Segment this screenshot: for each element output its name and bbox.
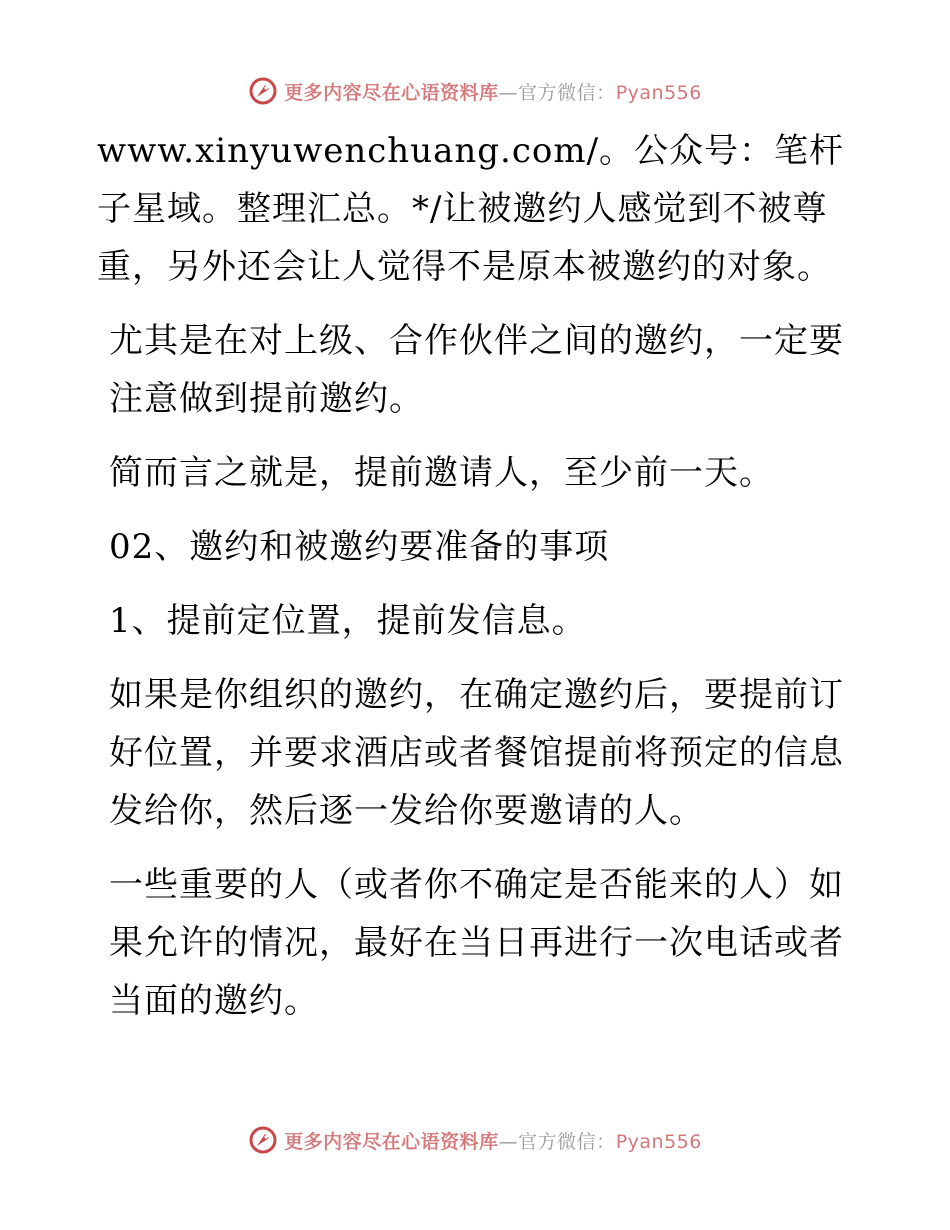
banner-separator: ： xyxy=(596,81,616,104)
header-banner xyxy=(0,73,950,109)
pen-nib-logo-icon xyxy=(248,76,278,106)
paragraph-3: 简而言之就是，提前邀请人，至少前一天。 xyxy=(109,453,774,493)
banner-separator: ： xyxy=(596,1130,616,1153)
footer-banner xyxy=(0,1122,950,1158)
subheading-1: 1、提前定位置，提前发信息。 xyxy=(109,601,587,641)
pen-nib-logo-icon xyxy=(248,1125,278,1155)
paragraph-5: 一些重要的人（或者你不确定是否能来的人）如果允许的情况，最好在当日再进行一次电话或者当面的邀约。 xyxy=(109,865,844,1021)
paragraph-4: 如果是你组织的邀约，在确定邀约后，要提前订好位置，并要求酒店或者餐馆提前将预定的信息发给你，然后逐一发给你要邀请的人。 xyxy=(109,675,844,831)
banner-wechat-label: 官方微信 xyxy=(518,1130,597,1153)
paragraph-2: 尤其是在对上级、合作伙伴之间的邀约，一定要注意做到提前邀约。 xyxy=(109,321,844,419)
banner-site-name: 更多内容尽在心语资料库 xyxy=(284,81,499,104)
banner-text xyxy=(284,1127,702,1154)
banner-wechat-label: 官方微信 xyxy=(518,81,597,104)
paragraph-1: www.xinyuwenchuang.com/。公众号：笔杆子星域。整理汇总。*/让被邀约人感觉到不被尊重，另外还会让人觉得不是原本被邀约的对象。 xyxy=(97,131,845,287)
section-heading-02: 02、邀约和被邀约要准备的事项 xyxy=(109,527,610,567)
banner-dash: — xyxy=(498,1130,519,1153)
banner-dash: — xyxy=(498,81,519,104)
banner-wechat-id: Pyan556 xyxy=(615,1130,702,1153)
document-body xyxy=(97,122,857,1046)
banner-text xyxy=(284,78,702,105)
banner-site-name: 更多内容尽在心语资料库 xyxy=(284,1130,499,1153)
banner-wechat-id: Pyan556 xyxy=(615,81,702,104)
